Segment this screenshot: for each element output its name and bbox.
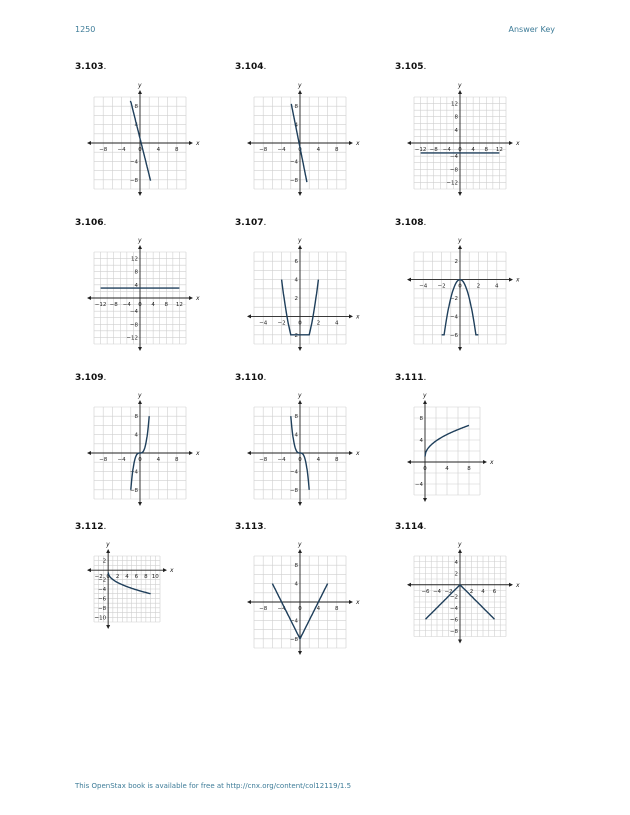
x-tick-label: 12	[175, 302, 183, 308]
y-tick-label: −8	[449, 628, 458, 635]
y-tick-label: 12	[451, 101, 458, 108]
x-tick-label: 4	[316, 147, 321, 153]
x-axis-label: x	[356, 313, 360, 321]
x-tick-label: 4	[151, 302, 155, 308]
y-axis-arrow	[298, 347, 302, 351]
y-axis-arrow	[298, 651, 302, 655]
y-tick-label: −4	[129, 469, 138, 476]
y-tick-label: 8	[419, 416, 423, 422]
x-tick-label: −8	[259, 606, 268, 612]
y-tick-label: 4	[134, 122, 138, 129]
x-tick-label: 2	[469, 588, 474, 595]
x-tick-label: −4	[259, 320, 268, 327]
x-tick-label: 0	[458, 147, 462, 153]
x-tick-label: 6	[134, 574, 139, 581]
x-tick-label: −4	[277, 606, 286, 612]
x-axis-arrow	[509, 141, 513, 145]
y-tick-label: 4	[294, 277, 298, 284]
x-tick-label: 12	[495, 147, 503, 153]
x-tick-label: −2	[444, 588, 453, 595]
x-tick-label: −8	[99, 457, 108, 463]
y-axis-arrow	[423, 498, 427, 502]
y-tick-label: −6	[449, 617, 458, 624]
x-tick-label: 4	[445, 466, 449, 472]
x-tick-label: 2	[316, 320, 321, 327]
graph-3-111	[399, 392, 495, 505]
y-axis-label: y	[298, 392, 302, 399]
x-tick-label: −2	[277, 320, 286, 327]
problem-label-3-113: 3.113.	[235, 522, 267, 532]
x-axis-label: x	[356, 450, 360, 457]
problem-label-3-108: 3.108.	[395, 218, 427, 228]
y-axis-arrow	[458, 90, 462, 94]
x-tick-label: 8	[175, 147, 179, 153]
x-axis-arrow	[87, 296, 91, 300]
x-axis-arrow	[87, 568, 91, 572]
section-title: Answer Key	[508, 25, 555, 34]
x-axis-arrow	[247, 314, 251, 318]
y-tick-label: 12	[131, 256, 138, 263]
y-axis-arrow	[298, 245, 302, 249]
x-tick-label: 0	[298, 320, 302, 327]
y-tick-label: 2	[294, 296, 298, 302]
x-axis-label: x	[196, 295, 200, 302]
x-tick-label: 2	[115, 574, 120, 581]
y-axis-label: y	[458, 82, 462, 89]
y-tick-label: 8	[134, 414, 138, 421]
y-tick-label: 6	[294, 259, 298, 266]
x-axis-arrow	[189, 141, 193, 145]
x-tick-label: −4	[419, 283, 428, 290]
y-tick-label: 2	[454, 571, 458, 578]
y-axis-arrow	[458, 640, 462, 644]
graph-3-107	[239, 237, 361, 354]
x-axis-arrow	[407, 278, 411, 282]
x-tick-label: 8	[335, 457, 339, 463]
x-tick-label: −6	[421, 588, 430, 595]
y-axis-label: y	[138, 237, 142, 244]
y-axis-arrow	[138, 192, 142, 196]
y-tick-label: 8	[294, 414, 298, 421]
x-axis-arrow	[349, 451, 353, 455]
x-tick-label: 0	[298, 457, 302, 463]
page-number: 1250	[75, 25, 96, 34]
y-axis-arrow	[298, 549, 302, 553]
x-tick-label: −4	[432, 588, 442, 595]
y-tick-label: −6	[449, 332, 458, 339]
x-tick-label: −12	[94, 302, 107, 308]
x-tick-label: 8	[144, 574, 148, 581]
x-tick-label: 8	[175, 457, 179, 463]
x-tick-label: −8	[259, 147, 268, 153]
y-axis-arrow	[138, 400, 142, 404]
x-axis-arrow	[247, 141, 251, 145]
x-axis-label: x	[196, 450, 200, 457]
x-tick-label: 0	[423, 466, 427, 472]
y-tick-label: −4	[449, 154, 458, 161]
y-tick-label: −2	[98, 577, 107, 584]
y-tick-label: −4	[129, 309, 138, 316]
y-tick-label: −4	[414, 482, 423, 488]
y-tick-label: −12	[126, 335, 138, 342]
x-tick-label: −8	[109, 302, 118, 308]
problem-label-3-112: 3.112.	[75, 522, 107, 532]
y-tick-label: −8	[449, 167, 458, 174]
graph-3-114	[399, 541, 521, 647]
x-axis-arrow	[349, 141, 353, 145]
y-axis-arrow	[458, 549, 462, 553]
y-tick-label: 2	[454, 259, 458, 266]
problem-label-3-109: 3.109.	[75, 373, 107, 383]
y-tick-label: 4	[134, 282, 138, 289]
x-tick-label: −2	[437, 283, 446, 290]
x-tick-label: −12	[414, 147, 427, 153]
y-axis-arrow	[458, 245, 462, 249]
x-axis-label: x	[516, 276, 520, 284]
x-tick-label: −4	[117, 457, 126, 463]
y-tick-label: 4	[454, 127, 458, 134]
x-tick-label: −4	[122, 302, 131, 308]
y-tick-label: −8	[289, 487, 298, 494]
x-axis-arrow	[509, 278, 513, 282]
x-tick-label: −8	[429, 147, 438, 153]
y-axis-label: y	[138, 82, 142, 89]
footer-link-text: This OpenStax book is available for free at http://cnx.org/content/col12119/1.5	[75, 782, 352, 790]
y-tick-label: −8	[289, 636, 298, 643]
y-tick-label: −8	[289, 177, 298, 184]
y-axis-label: y	[458, 237, 462, 244]
y-tick-label: 8	[134, 269, 138, 276]
y-tick-label: −8	[98, 605, 107, 612]
x-tick-label: 0	[138, 147, 142, 153]
y-tick-label: −6	[98, 596, 107, 603]
problem-label-3-111: 3.111.	[395, 373, 427, 383]
x-tick-label: −8	[259, 457, 268, 463]
x-tick-label: −4	[442, 147, 451, 153]
x-tick-label: −2	[94, 574, 103, 581]
x-tick-label: 4	[471, 147, 475, 153]
problem-label-3-106: 3.106.	[75, 218, 107, 228]
x-axis-arrow	[509, 583, 513, 587]
y-tick-label: 8	[134, 104, 138, 111]
x-tick-label: 6	[492, 588, 497, 595]
y-axis-label: y	[298, 237, 302, 244]
problem-label-3-107: 3.107.	[235, 218, 267, 228]
x-tick-label: 2	[476, 283, 481, 290]
x-tick-label: 0	[298, 147, 302, 153]
x-axis-label: x	[516, 140, 520, 147]
graph-3-106	[79, 237, 201, 354]
y-axis-arrow	[423, 400, 427, 404]
x-tick-label: 0	[458, 283, 462, 290]
x-tick-label: −8	[99, 147, 108, 153]
graph-3-108	[399, 237, 521, 354]
problem-label-3-114: 3.114.	[395, 522, 427, 532]
y-axis-arrow	[106, 549, 110, 553]
x-tick-label: 4	[156, 147, 161, 153]
x-tick-label: 4	[335, 320, 339, 327]
x-tick-label: −4	[277, 457, 286, 463]
x-tick-label: 10	[151, 574, 159, 581]
x-axis-arrow	[349, 600, 353, 604]
y-tick-label: −8	[129, 177, 138, 184]
y-tick-label: 2	[102, 558, 107, 565]
x-axis-arrow	[247, 451, 251, 455]
x-tick-label: 8	[467, 466, 471, 472]
graph-3-103	[79, 82, 201, 199]
x-tick-label: 4	[316, 457, 321, 463]
y-axis-arrow	[298, 502, 302, 506]
y-axis-label: y	[458, 541, 462, 548]
graph-3-112	[79, 541, 175, 632]
y-tick-label: −2	[289, 332, 298, 339]
problem-label-3-104: 3.104.	[235, 62, 267, 72]
x-axis-label: x	[170, 567, 174, 575]
y-tick-label: 4	[454, 559, 458, 566]
x-axis-arrow	[483, 460, 487, 464]
graph-3-110	[239, 392, 361, 509]
y-axis-arrow	[298, 400, 302, 404]
y-tick-label: 8	[454, 114, 458, 121]
x-axis-arrow	[247, 600, 251, 604]
x-axis-arrow	[189, 296, 193, 300]
y-axis-label: y	[298, 82, 302, 89]
x-axis-arrow	[87, 451, 91, 455]
x-tick-label: 8	[484, 147, 489, 153]
x-axis-label: x	[516, 581, 520, 589]
y-tick-label: 4	[294, 581, 298, 588]
x-tick-label: 8	[335, 606, 339, 612]
y-tick-label: 4	[294, 432, 298, 439]
y-tick-label: −12	[446, 180, 458, 187]
y-axis-arrow	[106, 625, 110, 629]
y-axis-arrow	[458, 192, 462, 196]
y-tick-label: −4	[449, 314, 458, 321]
y-tick-label: −4	[289, 618, 298, 625]
x-tick-label: 0	[138, 457, 142, 463]
x-axis-label: x	[196, 140, 200, 147]
graph-3-105	[399, 82, 521, 199]
x-tick-label: −4	[117, 147, 126, 153]
y-tick-label: 4	[419, 438, 423, 444]
y-axis-arrow	[298, 90, 302, 94]
x-tick-label: 4	[316, 606, 321, 612]
x-tick-label: −4	[277, 147, 286, 153]
y-tick-label: −10	[94, 615, 107, 622]
graph-3-113	[239, 541, 361, 658]
y-tick-label: −2	[449, 296, 458, 302]
y-tick-label: 8	[294, 104, 298, 111]
y-tick-label: −4	[449, 605, 458, 612]
y-axis-arrow	[138, 347, 142, 351]
y-tick-label: 8	[294, 563, 298, 570]
problem-label-3-110: 3.110.	[235, 373, 267, 383]
y-tick-label: −2	[449, 594, 458, 601]
problem-label-3-103: 3.103.	[75, 62, 107, 72]
y-tick-label: 4	[294, 122, 298, 129]
x-axis-arrow	[189, 451, 193, 455]
x-tick-label: 0	[298, 606, 302, 612]
y-axis-label: y	[106, 541, 110, 548]
y-tick-label: −4	[289, 159, 298, 166]
x-axis-label: x	[356, 140, 360, 147]
y-tick-label: −4	[98, 587, 107, 593]
graph-3-109	[79, 392, 201, 509]
y-axis-label: y	[298, 541, 302, 548]
x-axis-arrow	[407, 583, 411, 587]
x-axis-arrow	[87, 141, 91, 145]
y-tick-label: −4	[129, 159, 138, 166]
y-tick-label: −4	[289, 469, 298, 476]
x-tick-label: 0	[138, 302, 142, 308]
y-axis-label: y	[423, 392, 427, 399]
x-axis-label: x	[356, 599, 360, 606]
y-axis-arrow	[138, 245, 142, 249]
y-axis-arrow	[138, 502, 142, 506]
y-axis-label: y	[138, 392, 142, 399]
x-axis-arrow	[349, 314, 353, 318]
x-tick-label: 4	[481, 588, 485, 595]
x-tick-label: 0	[106, 574, 110, 581]
x-tick-label: 4	[125, 574, 129, 581]
x-tick-label: 8	[335, 147, 339, 153]
x-axis-arrow	[407, 141, 411, 145]
x-axis-label: x	[490, 459, 494, 466]
y-axis-arrow	[138, 90, 142, 94]
y-axis-arrow	[458, 347, 462, 351]
y-tick-label: −8	[129, 322, 138, 329]
x-tick-label: 8	[164, 302, 169, 308]
graph-3-104	[239, 82, 361, 199]
y-tick-label: 4	[134, 432, 138, 439]
x-axis-arrow	[163, 568, 167, 572]
x-tick-label: 4	[495, 283, 499, 290]
y-tick-label: −8	[129, 487, 138, 494]
x-axis-arrow	[407, 460, 411, 464]
y-axis-arrow	[298, 192, 302, 196]
x-tick-label: 4	[156, 457, 161, 463]
problem-label-3-105: 3.105.	[395, 62, 427, 72]
